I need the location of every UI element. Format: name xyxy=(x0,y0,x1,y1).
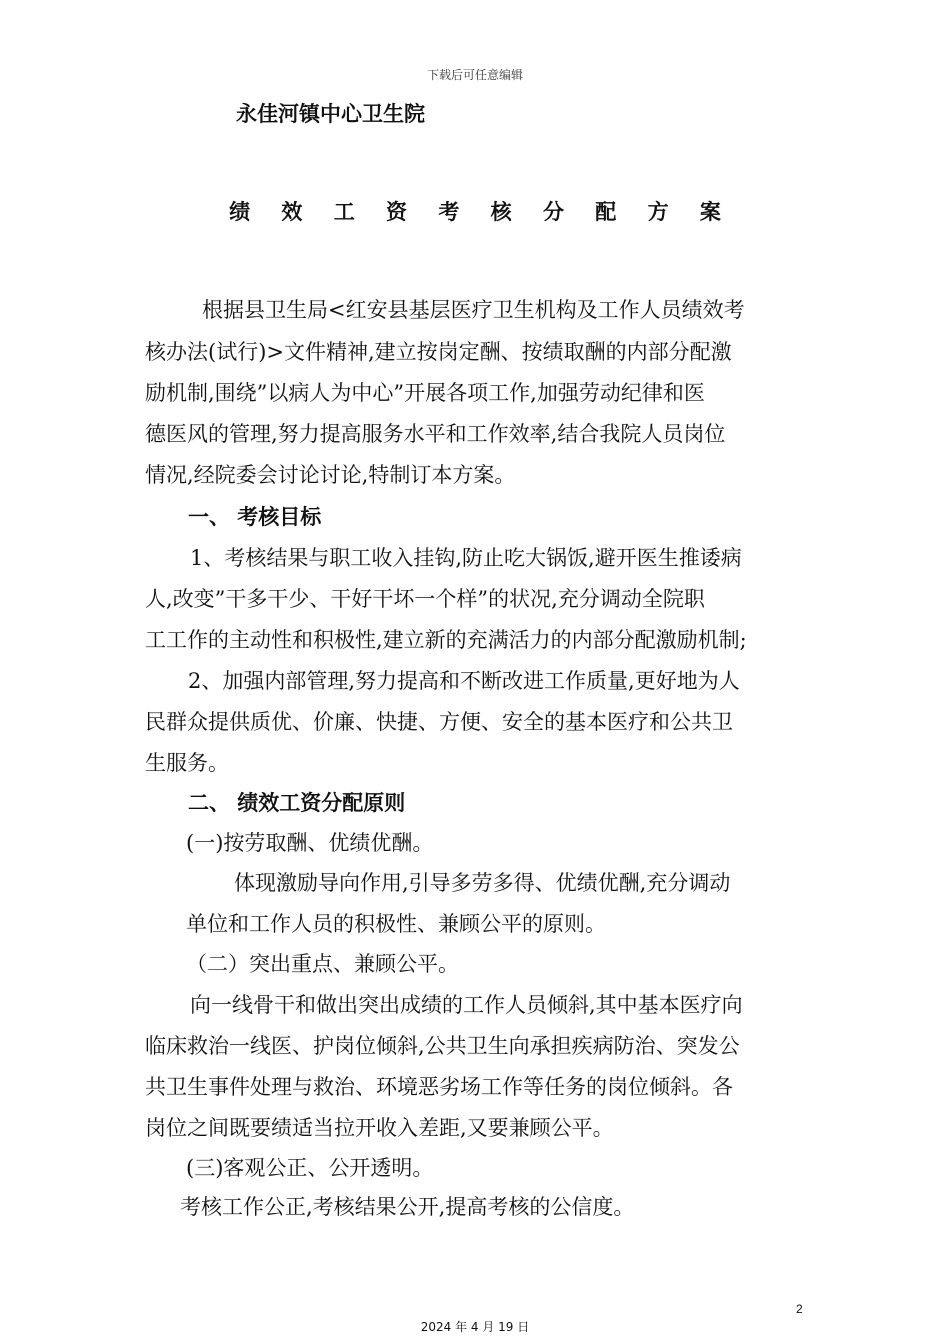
subsection-heading: (一)按劳取酬、优绩优酬。 xyxy=(186,831,434,855)
paragraph-line: 考核工作公正,考核结果公开,提高考核的公信度。 xyxy=(180,1195,635,1219)
paragraph-line: 人,改变”干多干少、干好干坏一个样”的状况,充分调动全院职 xyxy=(145,587,705,611)
section-heading-1: 一、 考核目标 xyxy=(188,505,322,529)
paragraph-line: 2、加强内部管理,努力提高和不断改进工作质量,更好地为人 xyxy=(188,669,740,693)
paragraph-line: 共卫生事件处理与救治、环境恶劣场工作等任务的岗位倾斜。各 xyxy=(145,1075,733,1099)
paragraph-line: 民群众提供质优、价廉、快捷、方便、安全的基本医疗和公共卫 xyxy=(145,710,733,734)
paragraph-line: 核办法(试行)>文件精神,建立按岗定酬、按绩取酬的内部分配激 xyxy=(145,340,732,364)
header-note: 下载后可任意编辑 xyxy=(426,68,523,82)
organization-name: 永佳河镇中心卫生院 xyxy=(236,102,425,126)
subsection-heading: (三)客观公正、公开透明。 xyxy=(186,1156,434,1180)
paragraph-line: 向一线骨干和做出突出成绩的工作人员倾斜,其中基本医疗向 xyxy=(190,993,743,1017)
paragraph-line: 根据县卫生局<红安县基层医疗卫生机构及工作人员绩效考 xyxy=(202,298,745,322)
paragraph-line: 励机制,围绕”以病人为中心”开展各项工作,加强劳动纪律和医 xyxy=(145,381,705,405)
page-number: 2 xyxy=(796,1302,803,1316)
paragraph-line: 情况,经院委会讨论讨论,特制订本方案。 xyxy=(145,463,516,487)
paragraph-line: 1、考核结果与职工收入挂钩,防止吃大锅饭,避开医生推诿病 xyxy=(190,546,742,570)
section-heading-2: 二、 绩效工资分配原则 xyxy=(188,791,406,815)
paragraph-line: 生服务。 xyxy=(145,751,229,775)
paragraph-line: 岗位之间既要绩适当拉开收入差距,又要兼顾公平。 xyxy=(145,1116,614,1140)
paragraph-line: 临床救治一线医、护岗位倾斜,公共卫生向承担疾病防治、突发公 xyxy=(145,1034,740,1058)
paragraph-line: 工工作的主动性和积极性,建立新的充满活力的内部分配激励机制; xyxy=(145,628,747,652)
paragraph-line: 体现激励导向作用,引导多劳多得、优绩优酬,充分调动 xyxy=(234,871,731,895)
subsection-heading: （二）突出重点、兼顾公平。 xyxy=(186,952,459,976)
document-title: 绩 效 工 资 考 核 分 配 方 案 xyxy=(229,200,733,224)
footer-date: 2024 年 4 月 19 日 xyxy=(420,1320,530,1334)
paragraph-line: 单位和工作人员的积极性、兼顾公平的原则。 xyxy=(186,912,606,936)
paragraph-line: 德医风的管理,努力提高服务水平和工作效率,结合我院人员岗位 xyxy=(145,422,726,446)
